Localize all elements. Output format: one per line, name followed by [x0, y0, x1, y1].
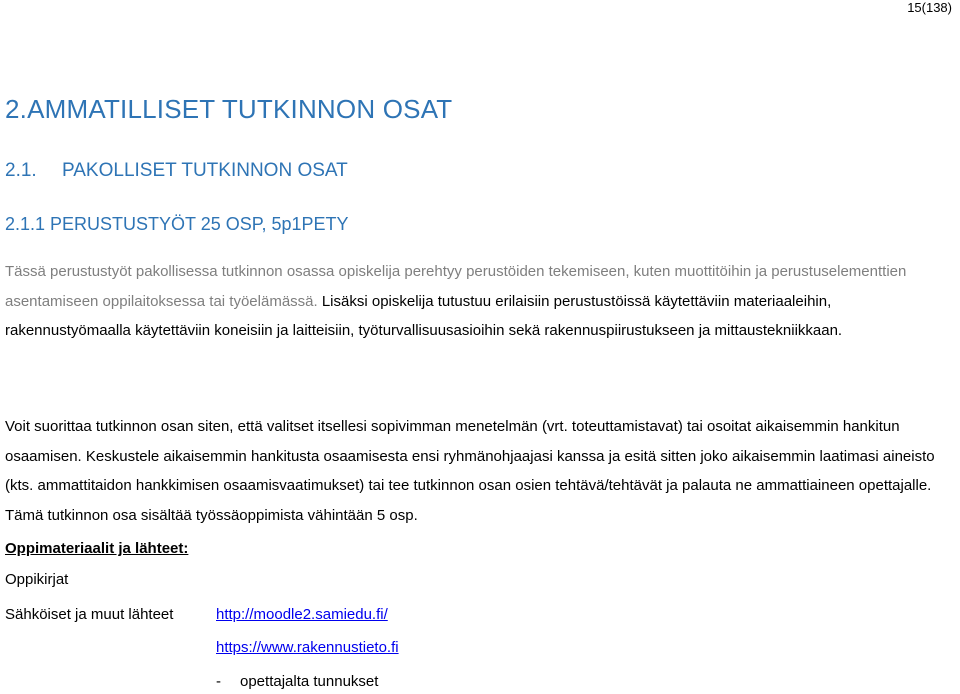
credentials-list-item: [216, 670, 378, 694]
list-dash: -: [216, 673, 221, 690]
intro-paragraph-part1: Tässä perustustyöt pakollisessa tutkinnon osassa opiskelija perehtyy perustöiden tekemiseen, kuten muottitöihin ja perustuselementtien asentamiseen oppilaitoksessa tai työelämässä.: [5, 263, 907, 310]
heading2-text: PAKOLLISET TUTKINNON OSAT: [62, 160, 348, 181]
heading2-number: 2.1.: [5, 160, 37, 181]
sources-heading: Oppimateriaalit ja lähteet:: [5, 540, 189, 557]
electronic-sources-label: Sähköiset ja muut lähteet: [5, 606, 174, 623]
heading-ammatilliset-tutkinnon-osat: 2.AMMATILLISET TUTKINNON OSAT: [5, 94, 453, 124]
heading-pakolliset-tutkinnon-osat: [5, 158, 348, 184]
moodle-link[interactable]: http://moodle2.samiedu.fi/: [216, 606, 388, 623]
heading-perustustyot: 2.1.1 PERUSTUSTYÖT 25 OSP, 5p1PETY: [5, 214, 349, 234]
rakennustieto-link[interactable]: https://www.rakennustieto.fi: [216, 639, 399, 656]
completion-paragraph: Voit suorittaa tutkinnon osan siten, että valitset itsellesi sopivimman menetelmän (vrt. toteuttamistavat) tai osoitat aikaisemmin hankitun osaamisen. Keskustele aikaisemmin hankitusta osaamisesta ensi ryhmänohjaajasi kanssa ja esitä sitten joko aikaisemmin laatimasi aineisto (kts. ammattitaidon hankkimisen osaamisvaatimukset) tai tee tutkinnon osan osien tehtävä/tehtävät ja palauta ne ammattiaineen opettajalle. Tämä tutkinnon osa sisältää työssäoppimista vähintään 5 osp.: [5, 418, 935, 524]
intro-paragraph-part2: Lisäksi opiskelija tutustuu erilaisiin perustustöissä käytettäviin materiaaleihin, rakennustyömaalla käytettäviin koneisiin ja laitteisiin, työturvallisuusasioihin sekä rakennuspiirustukseen ja mittaustekniikkaan.: [5, 292, 843, 339]
page-number: 15(138): [907, 0, 952, 15]
intro-paragraph: [5, 257, 950, 346]
credentials-text: opettajalta tunnukset: [240, 673, 379, 690]
books-label: Oppikirjat: [5, 571, 69, 588]
